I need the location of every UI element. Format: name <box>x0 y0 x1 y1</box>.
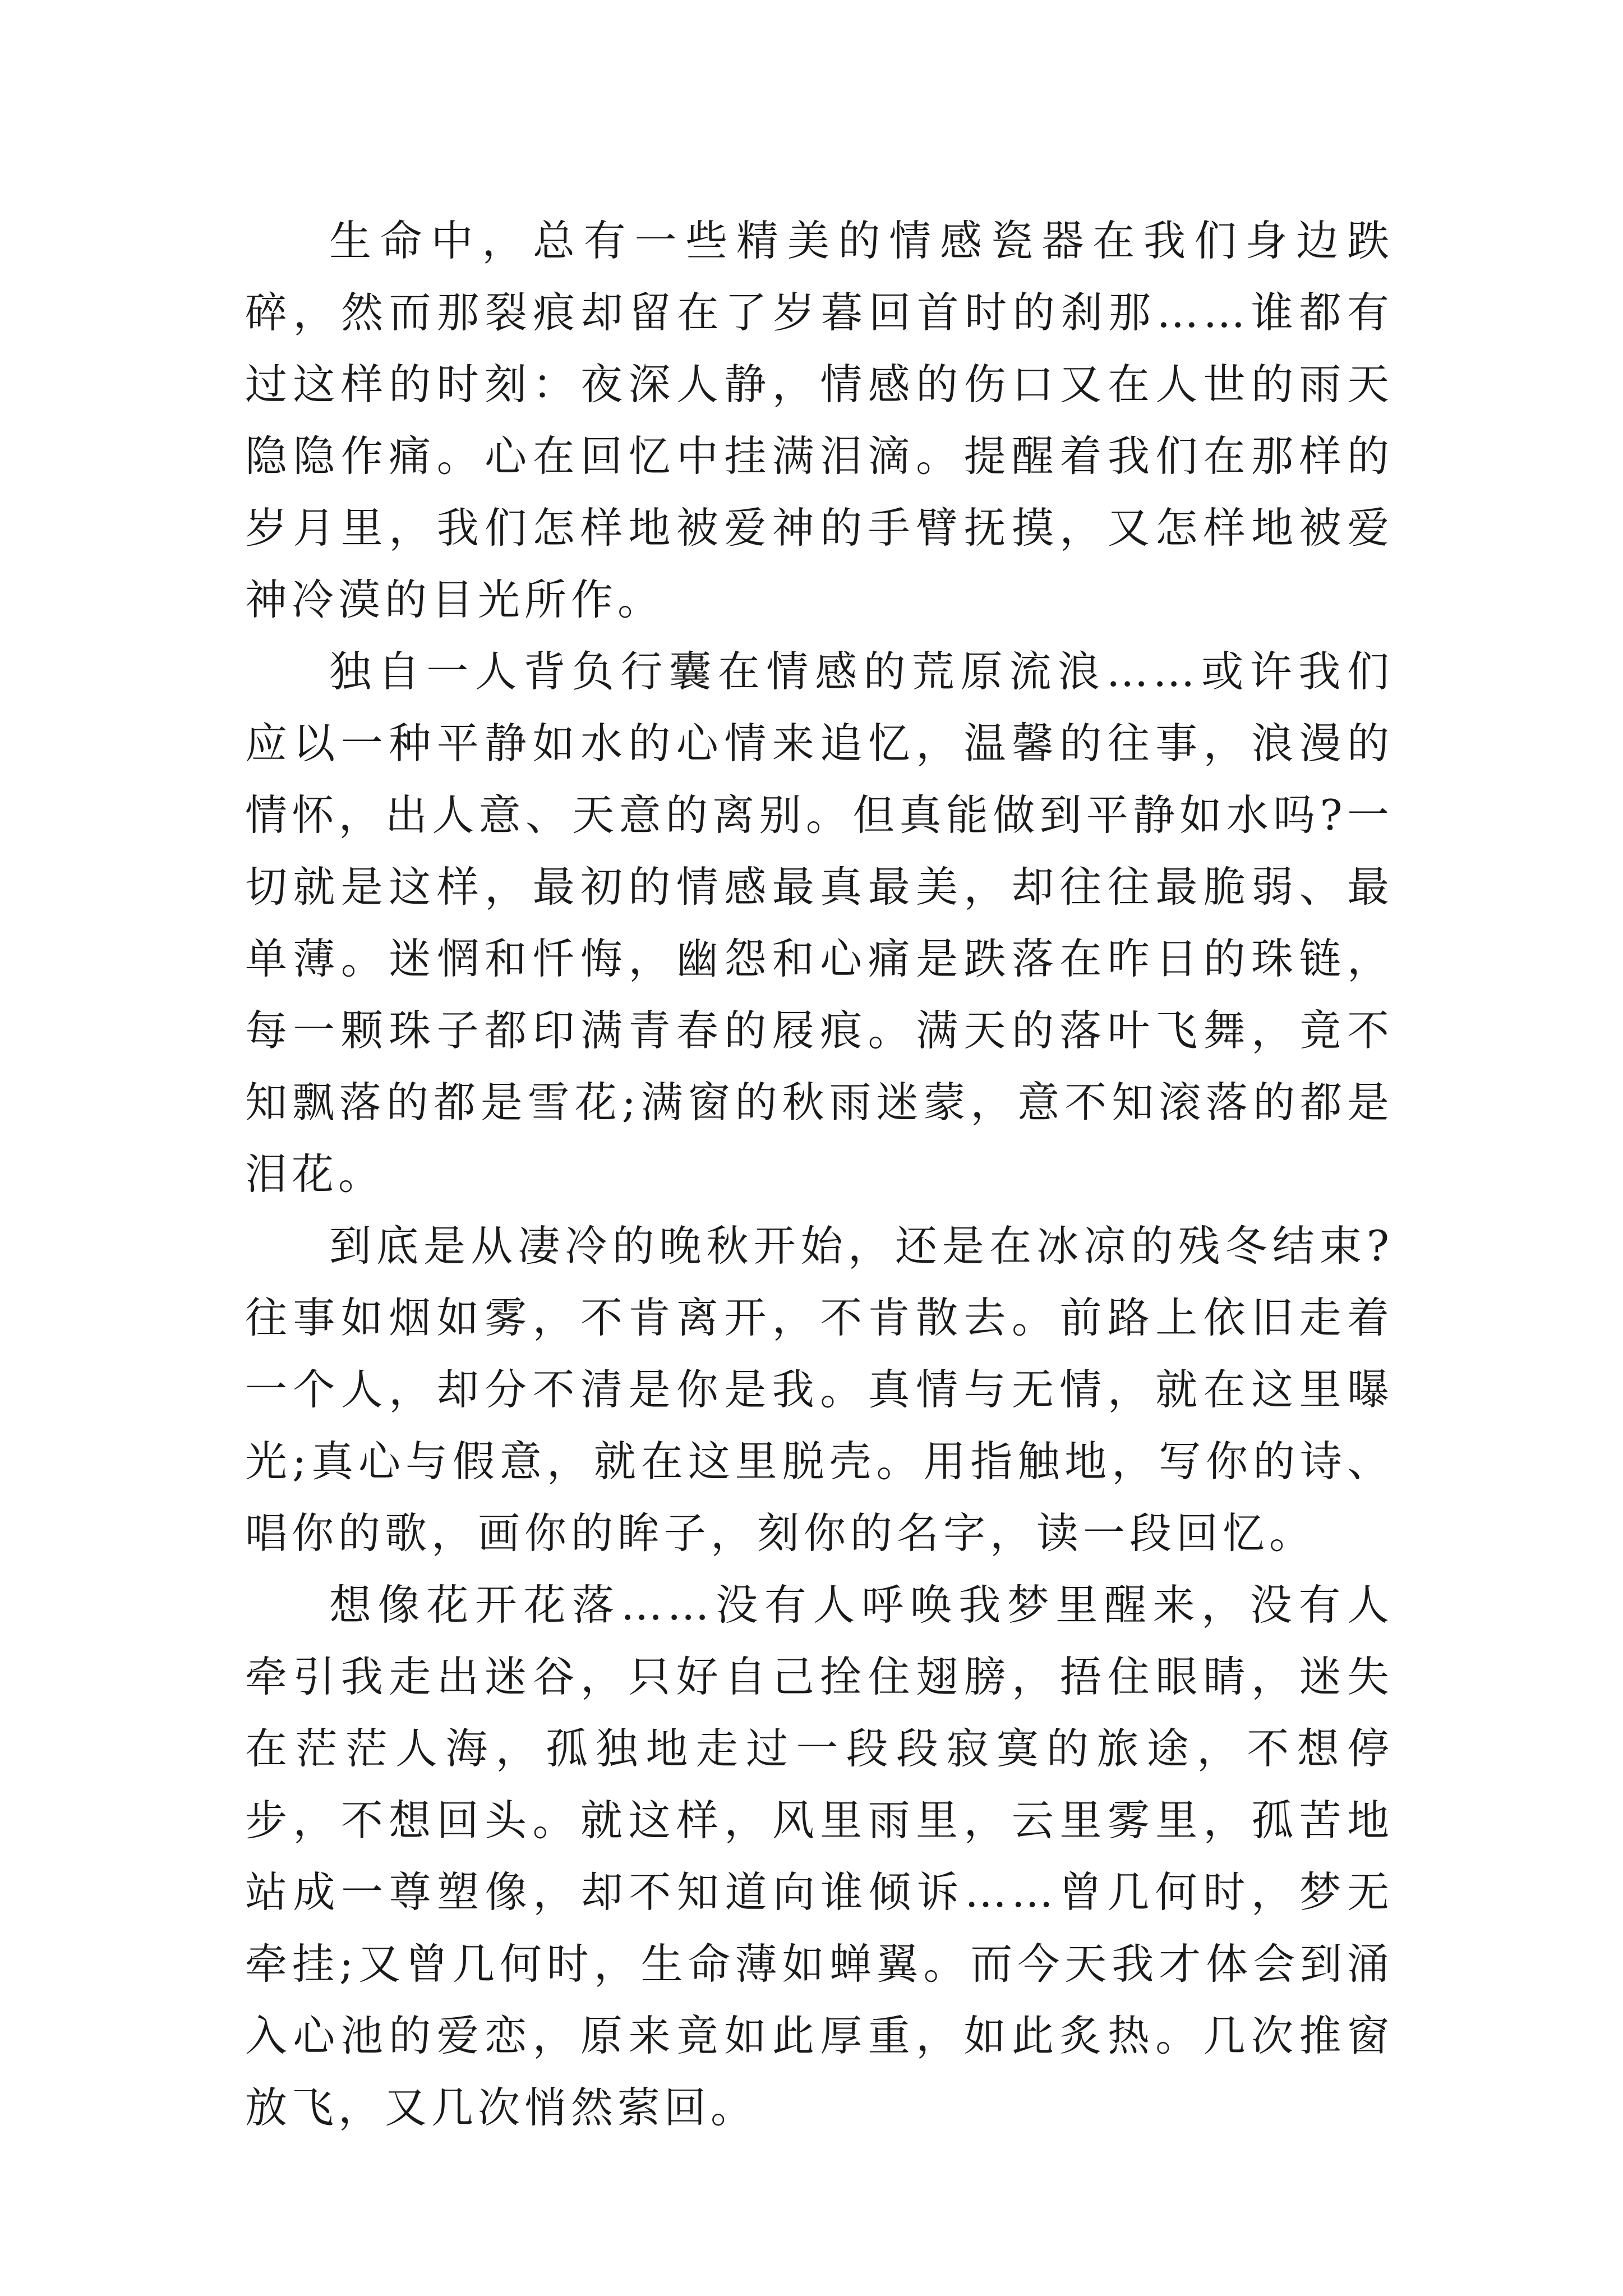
paragraph-4: 想像花开花落……没有人呼唤我梦里醒来，没有人牵引我走出迷谷，只好自己拴住翅膀，捂住眼睛，迷失在茫茫人海，孤独地走过一段段寂寞的旅途，不想停步，不想回头。就这样，风里雨里，云里雾里，孤苦地站成一尊塑像，却不知道向谁倾诉……曾几何时，梦无牵挂;又曾几何时，生命薄如蝉翼。而今天我才体会到涌入心池的爱恋，原来竟如此厚重，如此炙热。几次推窗放飞，又几次悄然萦回。 <box>245 1580 1394 2132</box>
paragraph-1: 生命中，总有一些精美的情感瓷器在我们身边跌碎，然而那裂痕却留在了岁暮回首时的刹那……谁都有过这样的时刻：夜深人静，情感的伤口又在人世的雨天隐隐作痛。心在回忆中挂满泪滴。提醒着我们在那样的岁月里，我们怎样地被爱神的手臂抚摸，又怎样地被爱神冷漠的目光所作。 <box>245 216 1394 624</box>
paragraph-3: 到底是从凄冷的晚秋开始，还是在冰凉的残冬结束?往事如烟如雾，不肯离开，不肯散去。前路上依旧走着一个人，却分不清是你是我。真情与无情，就在这里曝光;真心与假意，就在这里脱壳。用指触地，写你的诗、唱你的歌，画你的眸子，刻你的名字，读一段回忆。 <box>245 1221 1394 1558</box>
body-text <box>245 205 1394 2143</box>
paragraph-2: 独自一人背负行囊在情感的荒原流浪……或许我们应以一种平静如水的心情来追忆，温馨的往事，浪漫的情怀，出人意、天意的离别。但真能做到平静如水吗?一切就是这样，最初的情感最真最美，却往往最脆弱、最单薄。迷惘和忏悔，幽怨和心痛是跌落在昨日的珠链，每一颗珠子都印满青春的屐痕。满天的落叶飞舞，竟不知飘落的都是雪花;满窗的秋雨迷蒙，意不知滚落的都是泪花。 <box>245 647 1394 1199</box>
